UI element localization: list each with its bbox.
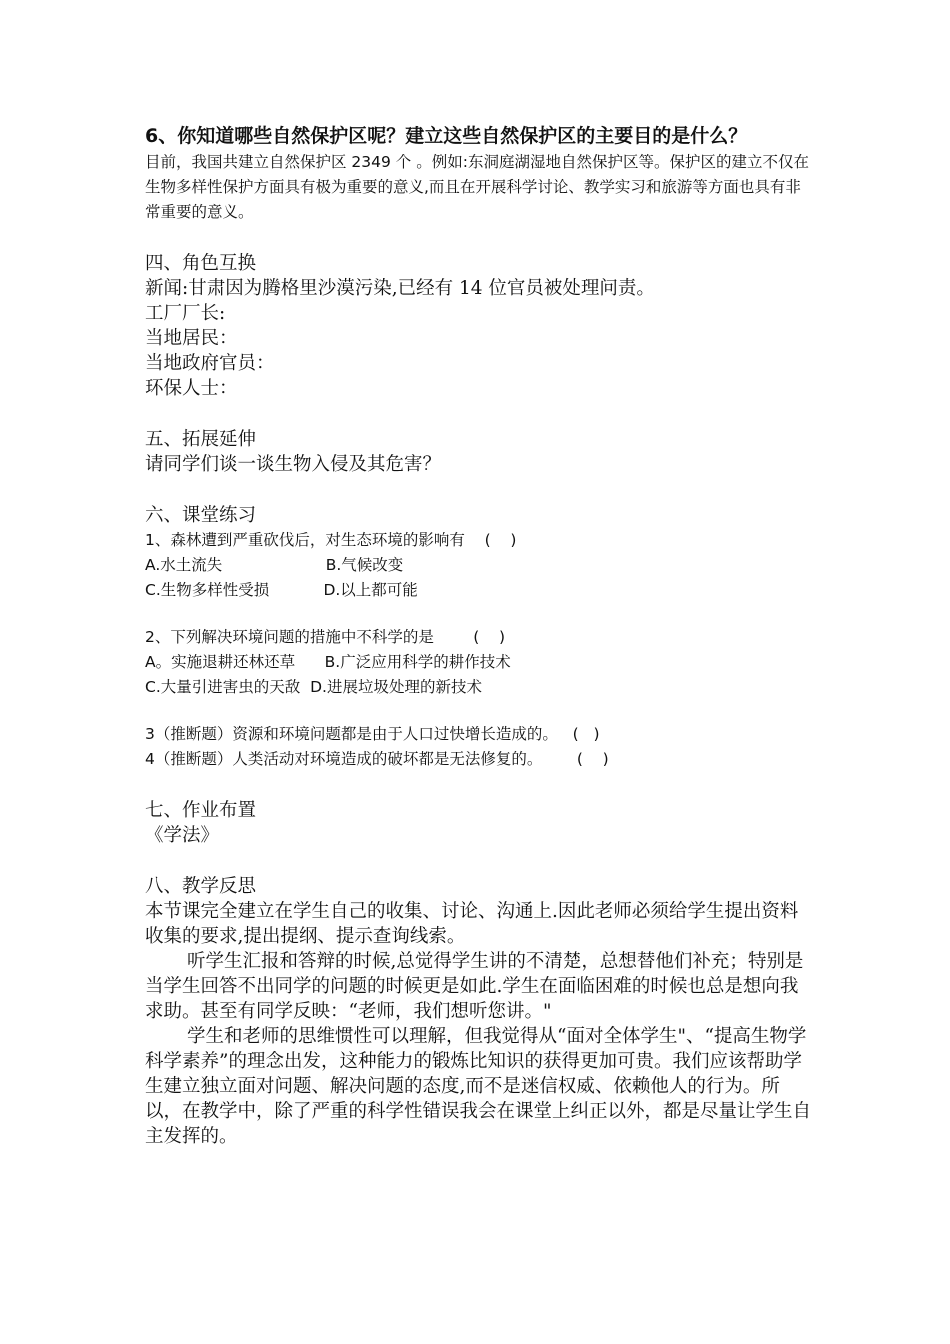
exercise-1-options-ab: A.水土流失 B.气候改变 [145,556,404,574]
homework-book: 《学法》 [145,825,220,846]
question-6-answer: 目前，我国共建立自然保护区 2349 个 。例如:东洞庭湖湿地自然保护区等。保护区的建立不仅在生物多样性保护方面具有极为重要的意义,而且在开展科学讨论、教学实习和旅游等方面也具有非常重要的意义。 [145,153,809,221]
exercise-1-options-cd: C.生物多样性受损 D.以上都可能 [145,581,418,599]
role-environmentalist: 环保人士： [145,378,238,399]
exercise-1-question: 1、森林遭到严重砍伐后，对生态环境的影响有 ( ) [145,531,517,549]
question-6-title: 6、你知道哪些自然保护区呢？建立这些自然保护区的主要目的是什么？ [145,125,748,147]
section-7-title: 七、作业布置 [145,800,257,821]
section-4-news: 新闻:甘肃因为腾格里沙漠污染,已经有 14 位官员被处理问责。 [145,278,655,299]
section-5-prompt: 请同学们谈一谈生物入侵及其危害？ [145,454,442,475]
section-4-title: 四、角色互换 [145,253,257,274]
reflection-paragraph-1: 本节课完全建立在学生自己的收集、讨论、沟通上.因此老师必须给学生提出资料收集的要求,提出提纲、提示查询线索。 [145,901,799,947]
document-body [145,122,813,1149]
section-5-title: 五、拓展延伸 [145,429,257,450]
exercise-2-options-cd: C.大量引进害虫的天敌 D.进展垃圾处理的新技术 [145,678,482,696]
exercise-4-judgement: 4（推断题）人类活动对环境造成的破坏都是无法修复的。 ( ) [145,750,609,768]
exercise-2-options-ab: A。实施退耕还林还草 B.广泛应用科学的耕作技术 [145,653,511,671]
role-factory-director: 工厂厂长: [145,303,226,324]
role-government-official: 当地政府官员： [145,353,275,374]
exercise-3-judgement: 3（推断题）资源和环境问题都是由于人口过快增长造成的。 ( ) [145,725,600,743]
reflection-paragraph-3: 学生和老师的思维惯性可以理解，但我觉得从“面对全体学生"、“提高生物学科学素养”的理念出发，这种能力的锻炼比知识的获得更加可贵。我们应该帮助学生建立独立面对问题、解决问题的态度,而不是迷信权威、依赖他人的行为。所以，在教学中，除了严重的科学性错误我会在课堂上纠正以外，都是尽量让学生自主发挥的。 [145,1026,812,1147]
exercise-2-question: 2、下列解决环境问题的措施中不科学的是 ( ) [145,628,506,646]
section-8-title: 八、教学反思 [145,876,257,897]
reflection-paragraph-2: 听学生汇报和答辩的时候,总觉得学生讲的不清楚，总想替他们补充；特别是当学生回答不出同学的问题的时候更是如此.学生在面临困难的时候也总是想向我求助。甚至有同学反映：“老师，我们想听您讲。" [145,951,804,1022]
section-6-title: 六、课堂练习 [145,505,257,526]
role-local-resident: 当地居民： [145,328,238,349]
